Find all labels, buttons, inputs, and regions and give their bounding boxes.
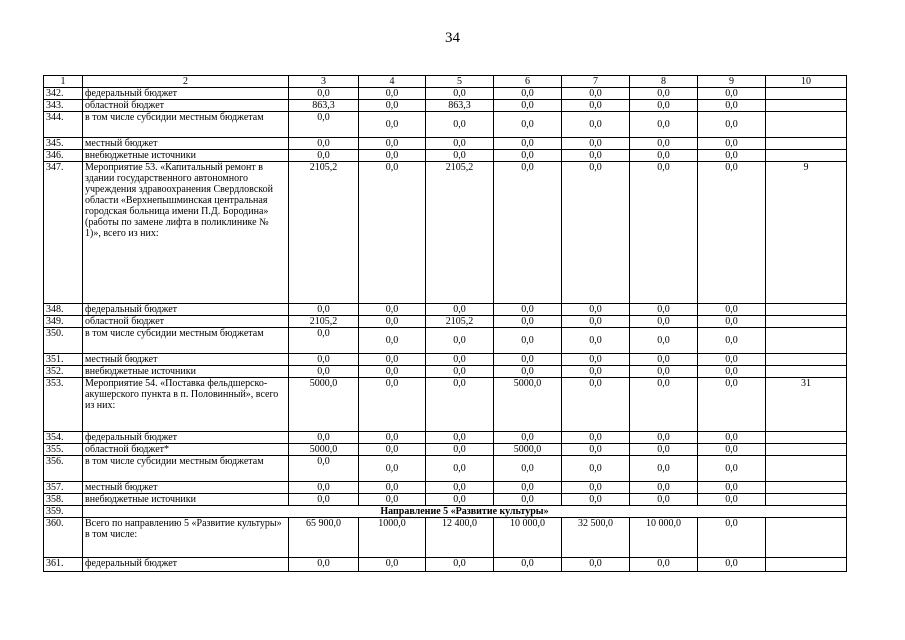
table-row: [44, 328, 847, 354]
table-row: [44, 138, 847, 150]
row-label: внебюджетные источники: [83, 150, 289, 162]
row-label: в том числе субсидии местным бюджетам: [83, 456, 289, 482]
row-number: 348.: [44, 304, 83, 316]
value-cell: 0,0: [426, 328, 494, 354]
value-cell: 0,0: [494, 366, 562, 378]
value-cell: 0,0: [494, 482, 562, 494]
row-label: Мероприятие 53. «Капитальный ремонт в здании государственного автономного учреждения здравоохранения Свердловской области «Верхнепышминская центральная городская больница имени П.Д. Бородина» (работы по замене лифта в поликлинике № 1)», всего из них:: [83, 162, 289, 304]
value-cell: 0,0: [562, 304, 630, 316]
column-header: 9: [698, 76, 766, 88]
row-label: местный бюджет: [83, 482, 289, 494]
value-cell: 0,0: [630, 150, 698, 162]
value-cell: 0,0: [494, 100, 562, 112]
table-row: [44, 100, 847, 112]
value-cell: 0,0: [630, 366, 698, 378]
table-row: [44, 378, 847, 432]
row-number: 346.: [44, 150, 83, 162]
value-cell: 0,0: [630, 378, 698, 432]
value-cell: 0,0: [359, 494, 426, 506]
row-label: федеральный бюджет: [83, 304, 289, 316]
value-cell: 5000,0: [494, 444, 562, 456]
value-cell: 0,0: [359, 88, 426, 100]
value-cell: 0,0: [359, 444, 426, 456]
row-number: 358.: [44, 494, 83, 506]
value-cell: 0,0: [630, 88, 698, 100]
value-cell: 0,0: [494, 150, 562, 162]
value-cell: 0,0: [359, 378, 426, 432]
table-row: [44, 432, 847, 444]
value-cell: 0,0: [698, 150, 766, 162]
value-cell: 0,0: [698, 558, 766, 572]
row-label: областной бюджет: [83, 316, 289, 328]
value-cell: 0,0: [630, 494, 698, 506]
value-cell: 0,0: [494, 354, 562, 366]
value-cell: 0,0: [426, 558, 494, 572]
indicator-cell: [766, 518, 847, 558]
row-label: внебюджетные источники: [83, 366, 289, 378]
value-cell: 0,0: [426, 138, 494, 150]
column-header: 5: [426, 76, 494, 88]
row-number: 359.: [44, 506, 83, 518]
value-cell: 5000,0: [289, 444, 359, 456]
table-row: [44, 316, 847, 328]
value-cell: 0,0: [630, 162, 698, 304]
value-cell: 0,0: [426, 88, 494, 100]
value-cell: 0,0: [359, 138, 426, 150]
value-cell: 863,3: [426, 100, 494, 112]
table-row: [44, 88, 847, 100]
column-header: 6: [494, 76, 562, 88]
column-header: 10: [766, 76, 847, 88]
indicator-cell: [766, 328, 847, 354]
value-cell: 0,0: [426, 432, 494, 444]
table-row: [44, 506, 847, 518]
indicator-cell: [766, 304, 847, 316]
value-cell: 0,0: [698, 366, 766, 378]
value-cell: 0,0: [562, 112, 630, 138]
row-label: областной бюджет*: [83, 444, 289, 456]
value-cell: 863,3: [289, 100, 359, 112]
value-cell: 0,0: [426, 304, 494, 316]
row-label: областной бюджет: [83, 100, 289, 112]
value-cell: 2105,2: [426, 316, 494, 328]
value-cell: 0,0: [562, 162, 630, 304]
row-label: федеральный бюджет: [83, 558, 289, 572]
value-cell: 0,0: [698, 354, 766, 366]
value-cell: 0,0: [359, 366, 426, 378]
row-label: Мероприятие 54. «Поставка фельдшерско-акушерского пункта в п. Половинный», всего из них:: [83, 378, 289, 432]
indicator-cell: [766, 444, 847, 456]
indicator-cell: [766, 494, 847, 506]
row-number: 357.: [44, 482, 83, 494]
value-cell: 32 500,0: [562, 518, 630, 558]
value-cell: 0,0: [630, 432, 698, 444]
indicator-cell: [766, 456, 847, 482]
value-cell: 10 000,0: [494, 518, 562, 558]
value-cell: 0,0: [562, 482, 630, 494]
value-cell: 0,0: [494, 138, 562, 150]
value-cell: 0,0: [426, 482, 494, 494]
value-cell: 65 900,0: [289, 518, 359, 558]
value-cell: 1000,0: [359, 518, 426, 558]
value-cell: 0,0: [426, 456, 494, 482]
row-number: 355.: [44, 444, 83, 456]
value-cell: 0,0: [494, 304, 562, 316]
row-label: в том числе субсидии местным бюджетам: [83, 328, 289, 354]
row-label: местный бюджет: [83, 138, 289, 150]
table-row: [44, 162, 847, 304]
value-cell: 0,0: [426, 112, 494, 138]
value-cell: 0,0: [494, 88, 562, 100]
value-cell: 0,0: [562, 456, 630, 482]
value-cell: 0,0: [289, 88, 359, 100]
value-cell: 0,0: [562, 558, 630, 572]
value-cell: 0,0: [359, 354, 426, 366]
value-cell: 0,0: [698, 162, 766, 304]
value-cell: 0,0: [562, 354, 630, 366]
value-cell: 0,0: [494, 328, 562, 354]
row-label: федеральный бюджет: [83, 88, 289, 100]
value-cell: 0,0: [359, 304, 426, 316]
row-number: 354.: [44, 432, 83, 444]
indicator-cell: [766, 558, 847, 572]
value-cell: 0,0: [562, 328, 630, 354]
row-number: 361.: [44, 558, 83, 572]
value-cell: 0,0: [426, 150, 494, 162]
indicator-cell: [766, 112, 847, 138]
value-cell: 0,0: [698, 112, 766, 138]
value-cell: 5000,0: [494, 378, 562, 432]
value-cell: 0,0: [630, 112, 698, 138]
table-row: [44, 366, 847, 378]
value-cell: 0,0: [289, 328, 359, 354]
table-row: [44, 456, 847, 482]
value-cell: 0,0: [630, 482, 698, 494]
value-cell: 0,0: [359, 558, 426, 572]
indicator-cell: [766, 138, 847, 150]
value-cell: 0,0: [289, 456, 359, 482]
value-cell: 0,0: [359, 162, 426, 304]
value-cell: 0,0: [698, 494, 766, 506]
value-cell: 0,0: [494, 162, 562, 304]
value-cell: 0,0: [494, 432, 562, 444]
table-row: [44, 558, 847, 572]
value-cell: 0,0: [698, 88, 766, 100]
value-cell: 0,0: [289, 432, 359, 444]
indicator-cell: [766, 482, 847, 494]
value-cell: 0,0: [494, 456, 562, 482]
column-header: 8: [630, 76, 698, 88]
value-cell: 0,0: [426, 366, 494, 378]
table-row: [44, 150, 847, 162]
value-cell: 0,0: [630, 354, 698, 366]
row-number: 344.: [44, 112, 83, 138]
column-header: 1: [44, 76, 83, 88]
value-cell: 0,0: [630, 138, 698, 150]
column-header: 4: [359, 76, 426, 88]
row-number: 351.: [44, 354, 83, 366]
row-number: 345.: [44, 138, 83, 150]
table-header-row: [44, 76, 847, 88]
value-cell: 0,0: [359, 456, 426, 482]
value-cell: 0,0: [359, 316, 426, 328]
table-row: [44, 112, 847, 138]
value-cell: 0,0: [630, 316, 698, 328]
value-cell: 0,0: [494, 558, 562, 572]
indicator-cell: [766, 88, 847, 100]
page-number: 34: [445, 30, 460, 46]
value-cell: 12 400,0: [426, 518, 494, 558]
table-row: [44, 304, 847, 316]
value-cell: 0,0: [562, 378, 630, 432]
value-cell: 0,0: [289, 112, 359, 138]
value-cell: 0,0: [630, 304, 698, 316]
value-cell: 0,0: [289, 558, 359, 572]
indicator-cell: [766, 100, 847, 112]
value-cell: 2105,2: [289, 162, 359, 304]
value-cell: 0,0: [562, 494, 630, 506]
value-cell: 2105,2: [289, 316, 359, 328]
value-cell: 0,0: [698, 328, 766, 354]
value-cell: 0,0: [289, 494, 359, 506]
row-number: 356.: [44, 456, 83, 482]
value-cell: 0,0: [698, 444, 766, 456]
value-cell: 5000,0: [289, 378, 359, 432]
value-cell: 0,0: [698, 304, 766, 316]
value-cell: 0,0: [562, 138, 630, 150]
value-cell: 0,0: [698, 138, 766, 150]
table-row: [44, 444, 847, 456]
value-cell: 0,0: [698, 456, 766, 482]
section-title: Направление 5 «Развитие культуры»: [83, 506, 847, 518]
value-cell: 0,0: [289, 366, 359, 378]
value-cell: 0,0: [630, 456, 698, 482]
value-cell: 0,0: [289, 138, 359, 150]
value-cell: 0,0: [698, 518, 766, 558]
value-cell: 0,0: [289, 150, 359, 162]
value-cell: 0,0: [494, 494, 562, 506]
indicator-cell: [766, 354, 847, 366]
indicator-cell: 31: [766, 378, 847, 432]
value-cell: 0,0: [289, 482, 359, 494]
value-cell: 0,0: [359, 432, 426, 444]
value-cell: 0,0: [698, 316, 766, 328]
value-cell: 0,0: [698, 378, 766, 432]
value-cell: 0,0: [562, 100, 630, 112]
column-header: 3: [289, 76, 359, 88]
value-cell: 0,0: [359, 112, 426, 138]
row-label: внебюджетные источники: [83, 494, 289, 506]
value-cell: 0,0: [494, 316, 562, 328]
value-cell: 0,0: [426, 494, 494, 506]
row-label: в том числе субсидии местным бюджетам: [83, 112, 289, 138]
indicator-cell: 9: [766, 162, 847, 304]
value-cell: 0,0: [562, 316, 630, 328]
table-row: [44, 518, 847, 558]
value-cell: 0,0: [562, 150, 630, 162]
value-cell: 0,0: [562, 444, 630, 456]
indicator-cell: [766, 432, 847, 444]
value-cell: 10 000,0: [630, 518, 698, 558]
value-cell: 0,0: [359, 328, 426, 354]
value-cell: 0,0: [289, 354, 359, 366]
value-cell: 0,0: [630, 328, 698, 354]
row-label: федеральный бюджет: [83, 432, 289, 444]
row-number: 360.: [44, 518, 83, 558]
value-cell: 0,0: [426, 378, 494, 432]
value-cell: 0,0: [426, 354, 494, 366]
column-header: 2: [83, 76, 289, 88]
value-cell: 0,0: [562, 366, 630, 378]
row-number: 342.: [44, 88, 83, 100]
value-cell: 0,0: [359, 150, 426, 162]
row-number: 353.: [44, 378, 83, 432]
indicator-cell: [766, 366, 847, 378]
row-number: 350.: [44, 328, 83, 354]
table-row: [44, 354, 847, 366]
row-label: местный бюджет: [83, 354, 289, 366]
value-cell: 0,0: [630, 100, 698, 112]
indicator-cell: [766, 150, 847, 162]
value-cell: 0,0: [359, 100, 426, 112]
value-cell: 0,0: [494, 112, 562, 138]
value-cell: 0,0: [359, 482, 426, 494]
table-row: [44, 482, 847, 494]
indicator-cell: [766, 316, 847, 328]
value-cell: 0,0: [698, 432, 766, 444]
value-cell: 0,0: [698, 482, 766, 494]
row-number: 347.: [44, 162, 83, 304]
value-cell: 0,0: [630, 558, 698, 572]
row-number: 343.: [44, 100, 83, 112]
budget-table: [43, 75, 847, 572]
value-cell: 0,0: [562, 432, 630, 444]
value-cell: 2105,2: [426, 162, 494, 304]
value-cell: 0,0: [630, 444, 698, 456]
row-label: Всего по направлению 5 «Развитие культуры» в том числе:: [83, 518, 289, 558]
value-cell: 0,0: [698, 100, 766, 112]
row-number: 352.: [44, 366, 83, 378]
row-number: 349.: [44, 316, 83, 328]
value-cell: 0,0: [426, 444, 494, 456]
value-cell: 0,0: [562, 88, 630, 100]
value-cell: 0,0: [289, 304, 359, 316]
table-row: [44, 494, 847, 506]
column-header: 7: [562, 76, 630, 88]
